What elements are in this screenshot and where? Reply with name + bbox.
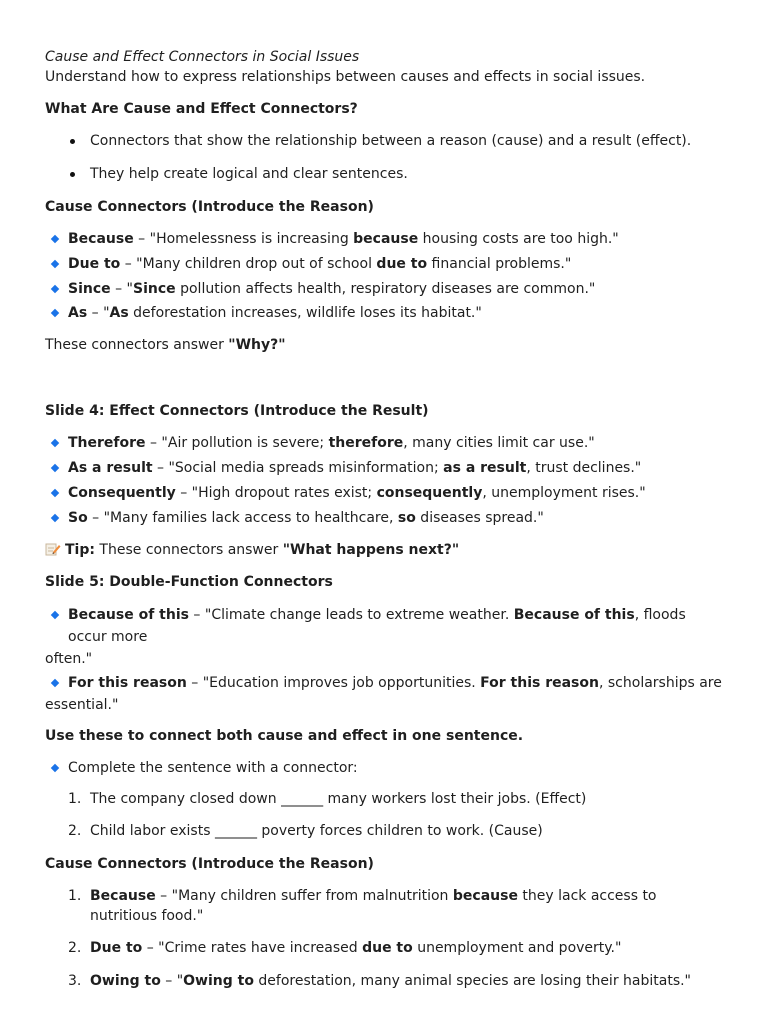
list-item: [45, 164, 725, 184]
diamond-bullet-icon: [51, 514, 59, 522]
example-text: Homelessness is increasing: [156, 231, 354, 247]
example-text: , floods occur more: [68, 606, 686, 645]
separator: – ": [160, 972, 184, 989]
section-heading-what-are: What Are Cause and Effect Connectors?: [45, 101, 358, 117]
tip-label: Tip:: [65, 541, 95, 558]
section-heading-effect-connectors: Slide 4: Effect Connectors (Introduce the Result): [45, 403, 429, 420]
diamond-bullet-icon: [51, 235, 59, 243]
list-item: [45, 758, 725, 778]
example-text: deforestation increases, wildlife loses its habitat.": [128, 305, 482, 322]
separator: – ": [175, 484, 199, 501]
example-text: Education improves job opportunities.: [209, 674, 481, 691]
connector-term: As a result: [68, 460, 153, 477]
separator: – ": [188, 606, 212, 623]
example-text: Many families lack access to healthcare,: [110, 509, 398, 526]
section-heading-double-function: Slide 5: Double-Function Connectors: [45, 573, 333, 590]
diamond-bullet-icon: [51, 309, 59, 317]
example-text: High dropout rates exist;: [198, 484, 377, 501]
diamond-bullet-icon: [51, 679, 59, 687]
list-item: [45, 886, 725, 926]
diamond-bullet-icon: [51, 489, 59, 497]
list-item: [45, 458, 725, 478]
connector-keyword: As: [109, 305, 129, 322]
item-number: 2.: [68, 940, 82, 957]
diamond-bullet-icon: [51, 284, 59, 292]
note-why: [45, 335, 725, 355]
example-text: deforestation, many animal species are losing their habitats.": [253, 972, 691, 989]
section-heading-use-these: Use these to connect both cause and effect in one sentence.: [45, 727, 524, 744]
item-number: 1.: [68, 887, 82, 904]
example-text: unemployment and poverty.": [412, 940, 622, 957]
list-item: [45, 279, 725, 299]
section-heading-cause-connectors: Cause Connectors (Introduce the Reason): [45, 199, 374, 215]
section-heading-cause-connectors-2: Cause Connectors (Introduce the Reason): [45, 855, 374, 872]
diamond-bullet-icon: [51, 464, 59, 472]
list-item: [45, 672, 725, 716]
connector-term: Due to: [90, 940, 143, 957]
example-text: financial problems.": [427, 255, 572, 272]
definition-list: [45, 131, 725, 184]
example-text: Crime rates have increased: [164, 940, 363, 957]
connector-keyword: Owing to: [183, 972, 254, 989]
list-item: [45, 433, 725, 453]
list-item: [45, 254, 725, 274]
item-number: 2.: [68, 823, 82, 840]
connector-keyword: because: [452, 887, 518, 904]
separator: – ": [152, 460, 175, 477]
exercise-text: Child labor exists ______ poverty forces children to work. (Cause): [90, 823, 543, 840]
list-item: [45, 938, 725, 958]
list-item-text: Connectors that show the relationship between a reason (cause) and a result (effect).: [90, 133, 692, 149]
connector-keyword: due to: [362, 940, 413, 957]
exercise-label: Complete the sentence with a connector:: [68, 759, 358, 776]
connector-term: Therefore: [68, 435, 146, 452]
connector-term: So: [68, 509, 88, 526]
tip-text: These connectors answer: [94, 541, 283, 558]
connector-term: Since: [68, 280, 111, 297]
diamond-bullet-icon: [51, 260, 59, 268]
connector-term: Owing to: [90, 972, 161, 989]
list-item: [45, 508, 725, 528]
example-text: , scholarships are: [598, 674, 722, 691]
example-text: Many children drop out of school: [142, 255, 377, 272]
connector-keyword: therefore: [328, 435, 404, 452]
example-text: housing costs are too high.": [418, 231, 619, 247]
exercise-intro-list: [45, 758, 725, 778]
page-title: Cause and Effect Connectors in Social Issues: [45, 49, 360, 65]
memo-pencil-icon: [45, 542, 61, 556]
connector-keyword: because: [353, 231, 419, 247]
list-item: [45, 971, 725, 991]
separator: – ": [110, 280, 133, 297]
list-item-text: They help create logical and clear sentences.: [90, 166, 408, 182]
connector-term: Due to: [68, 255, 121, 272]
example-text: , unemployment rises.": [482, 484, 646, 501]
exercise-list: [45, 789, 725, 842]
example-text: diseases spread.": [415, 509, 544, 526]
item-number: 1.: [68, 790, 82, 807]
example-text: Social media spreads misinformation;: [174, 460, 444, 477]
separator: – ": [145, 435, 168, 452]
separator: – ": [120, 255, 143, 272]
separator: – ": [133, 231, 157, 247]
effect-connector-list: [45, 433, 725, 527]
separator: – ": [155, 887, 179, 904]
list-item: [45, 789, 725, 809]
connector-term: Because: [90, 887, 156, 904]
connector-keyword: consequently: [376, 484, 483, 501]
example-text: pollution affects health, respiratory diseases are common.": [175, 280, 596, 297]
example-text: Many children suffer from malnutrition: [178, 887, 453, 904]
connector-term: For this reason: [68, 674, 187, 691]
spacer: [45, 355, 725, 401]
example-text: Air pollution is severe;: [167, 435, 329, 452]
connector-keyword: as a result: [443, 460, 527, 477]
example-text: they lack access to nutritious food.": [90, 887, 657, 924]
tip-line: [45, 540, 725, 560]
connector-term: Consequently: [68, 484, 176, 501]
connector-keyword: For this reason: [480, 674, 599, 691]
list-item: [45, 303, 725, 323]
list-item: [45, 483, 725, 503]
connector-term: Because of this: [68, 606, 189, 623]
separator: – ": [87, 509, 111, 526]
example-text: often.": [45, 650, 93, 667]
list-item: [45, 131, 725, 151]
separator: – ": [142, 940, 165, 957]
connector-term: As: [68, 305, 88, 322]
diamond-bullet-icon: [51, 439, 59, 447]
diamond-bullet-icon: [51, 764, 59, 772]
separator: – ": [87, 305, 110, 322]
tip-emphasis: "What happens next?": [282, 541, 460, 558]
example-text: essential.": [45, 696, 119, 713]
list-item: [45, 604, 725, 670]
diamond-bullet-icon: [51, 611, 59, 619]
cause-connector-numbered-list: [45, 886, 725, 991]
exercise-text: The company closed down ______ many workers lost their jobs. (Effect): [90, 790, 587, 807]
connector-term: Because: [68, 231, 134, 247]
note-emphasis: "Why?": [228, 337, 286, 354]
example-text: Climate change leads to extreme weather.: [211, 606, 514, 623]
list-item: [45, 821, 725, 841]
example-text: , trust declines.": [526, 460, 642, 477]
cause-connector-list: [45, 229, 725, 323]
note-text: These connectors answer: [45, 337, 229, 354]
item-number: 3.: [68, 972, 82, 989]
separator: – ": [186, 674, 210, 691]
document: [45, 47, 725, 1003]
connector-keyword: Because of this: [513, 606, 635, 623]
list-item: [45, 229, 725, 249]
example-text: , many cities limit car use.": [403, 435, 595, 452]
double-function-list: [45, 604, 725, 716]
connector-keyword: Since: [133, 280, 176, 297]
connector-keyword: so: [397, 509, 416, 526]
page-subtitle: Understand how to express relationships between causes and effects in social issues.: [45, 69, 646, 85]
connector-keyword: due to: [376, 255, 428, 272]
